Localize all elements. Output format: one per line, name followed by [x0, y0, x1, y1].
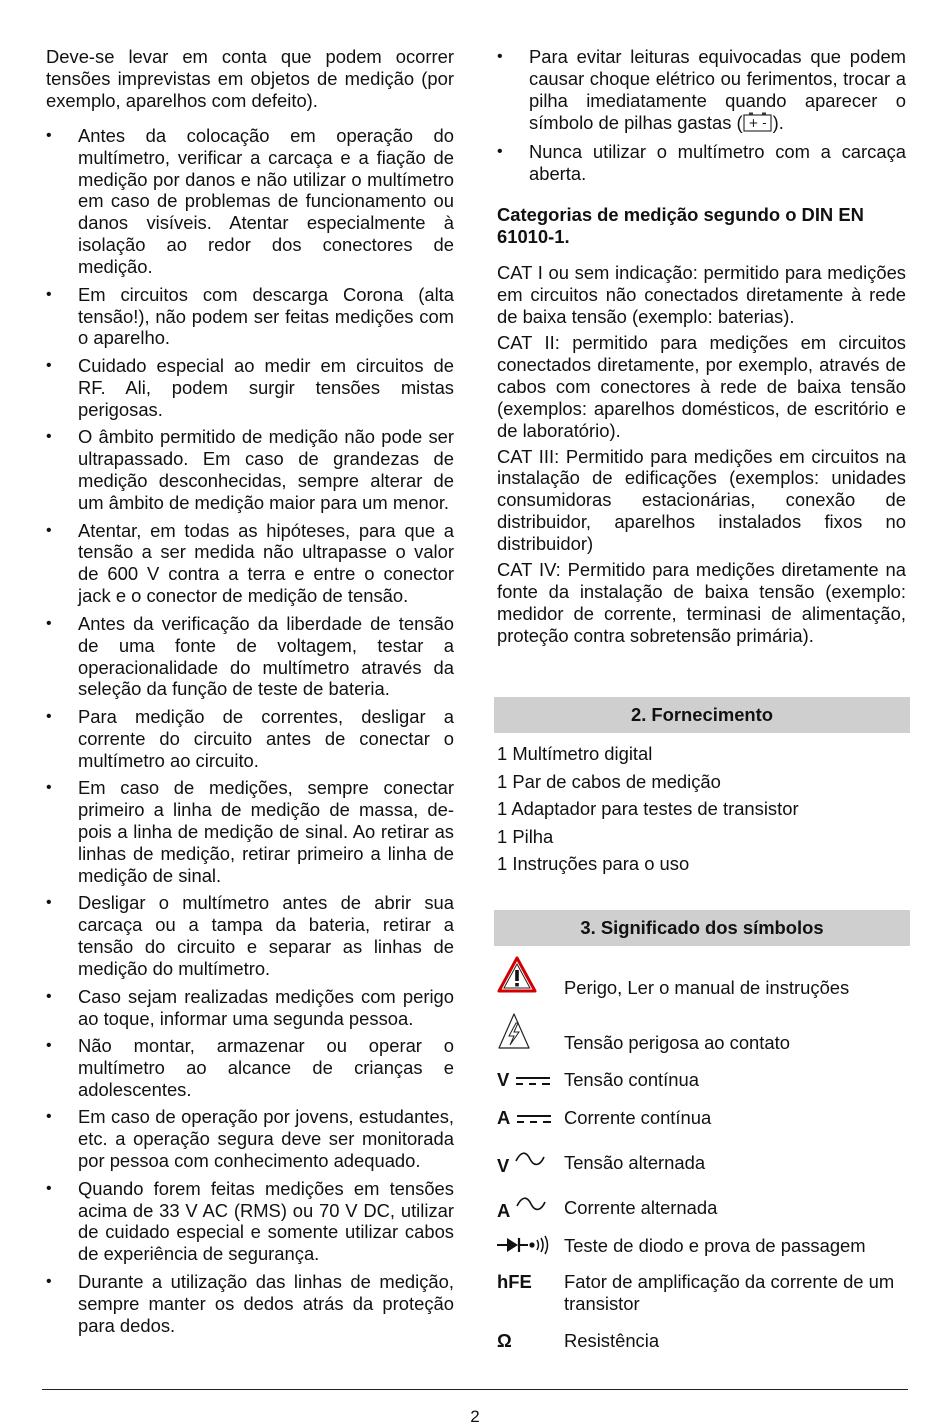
supply-item: 1 Instruções para o uso	[497, 853, 690, 874]
list-item: • Quando forem feitas medições em tensões acima de 33 V AC (RMS) ou 70 V DC, utilizar de cuidado especial e somente utilizar cabos de experiência de segurança.	[46, 1178, 454, 1266]
battery-icon	[743, 112, 773, 137]
dc-current-icon	[497, 1107, 553, 1129]
safety-list	[46, 125, 454, 1337]
supply-item: 1 Multímetro digital	[497, 743, 653, 764]
right-column	[497, 46, 906, 651]
a-letter: A	[497, 1200, 510, 1221]
category-paragraph: CAT I ou sem indicação: permitido para medições em circuitos não conectados diretamente à rede de baixa tensão (exemplo: baterias).	[497, 262, 906, 328]
supply-item: 1 Par de cabos de medição	[497, 770, 721, 792]
supply-list	[497, 743, 906, 881]
battery-warning-end: ).	[772, 111, 784, 133]
ac-voltage-text: Tensão alternada	[564, 1152, 706, 1173]
a-letter: A	[497, 1107, 510, 1128]
v-letter: V	[497, 1069, 510, 1090]
omega-icon: Ω	[497, 1330, 512, 1351]
list-item: • Antes da colocação em operação do multímetro, verificar a carcaça e a fiação de medição por danos e não utilizar o multímetro em caso de problemas de funcionamento ou danos visíveis. Atentar especialmente à isolação ao redor dos conectores de medição.	[46, 125, 454, 278]
left-column	[46, 46, 454, 1342]
lightning-triangle-icon	[497, 1012, 531, 1055]
list-item: • Atentar, em todas as hipóteses, para que a tensão a ser medida não ultrapasse o valor de 600 V contra a terra e entre o conector jack e o conector de medição de tensão.	[46, 520, 454, 608]
list-item: • Cuidado especial ao medir em circuitos de RF. Ali, podem surgir tensões mistas perigosas.	[46, 355, 454, 421]
list-item: • Antes da verificação da liberdade de tensão de uma fonte de voltagem, testar a operacionalidade do multímetro através da seleção da função de teste de bateria.	[46, 613, 454, 701]
symbols-heading: 3. Significado dos símbolos	[494, 910, 910, 946]
footer-divider	[42, 1389, 908, 1390]
list-item: • Nunca utilizar o multímetro com a carcaça aberta.	[497, 141, 906, 185]
dc-voltage-icon	[497, 1069, 552, 1091]
safety-list-continued	[497, 46, 906, 184]
supply-heading: 2. Fornecimento	[494, 697, 910, 733]
category-paragraph: CAT IV: Permitido para medições diretamente na fonte da instalação de baixa tensão (exemplo: medidor de corrente, terminasi de alimentação, proteção contra sobretensão primária).	[497, 559, 906, 646]
categories-heading: Categorias de medição segundo o DIN EN 61010-1.	[497, 204, 864, 248]
danger-text: Perigo, Ler o manual de instruções	[564, 977, 850, 998]
list-item: • Em caso de medições, sempre conectar primeiro a linha de medição de massa, de-pois a linha de medição de sinal. Ao retirar as linhas de medição, retirar primeiro a linha de medição de sinal.	[46, 777, 454, 887]
warning-triangle-icon	[497, 955, 537, 1000]
diode-text: Teste de diodo e prova de passagem	[564, 1235, 866, 1256]
page-number: 2	[470, 1407, 480, 1426]
ac-current-text: Corrente alternada	[564, 1197, 718, 1218]
category-paragraph: CAT II: permitido para medições em circuitos conectados diretamente, por exemplo, através de cabos com conectores à rede de baixa tensão (exemplos: aparelhos domésticos, de escritório e de laboratório).	[497, 331, 906, 441]
supply-item: 1 Pilha	[497, 825, 554, 847]
category-paragraph: CAT III: Permitido para medições em circuitos na instalação de edificações (exemplos: unidades consumidoras estacionárias, conexão de distribuidor, aparelhos instalados fixos no distribuidor)	[497, 445, 906, 555]
hazardous-voltage-text: Tensão perigosa ao contato	[564, 1032, 790, 1053]
list-item: • Para medição de correntes, desligar a corrente do circuito antes de conectar o multímetro ao circuito.	[46, 706, 454, 772]
hfe-text: Fator de amplificação da corrente de um transistor	[564, 1271, 895, 1314]
battery-warning-text: Para evitar leituras equivocadas que podem causar choque elétrico ou ferimentos, trocar a pilha imediatamente quando aparecer o símbolo de pilhas gastas (	[529, 46, 906, 133]
list-item: • Caso sejam realizadas medições com perigo ao toque, informar uma segunda pessoa.	[46, 986, 454, 1030]
intro-paragraph: Deve-se levar em conta que podem ocorrer tensões imprevistas em objetos de medição (por exemplo, aparelhos com defeito).	[46, 46, 454, 111]
list-item	[497, 46, 906, 137]
dc-current-text: Corrente contínua	[564, 1107, 712, 1128]
list-item: • O âmbito permitido de medição não pode ser ultrapassado. Em caso de grandezas de medição desconhecidas, sempre alterar de um âmbito de medição maior para um menor.	[46, 426, 454, 514]
ac-current-icon	[497, 1197, 547, 1222]
list-item: • Desligar o multímetro antes de abrir sua carcaça ou a tampa da bateria, retirar a tensão do circuito e separar as linhas de medição do multímetro.	[46, 892, 454, 980]
list-item: • Em caso de operação por jovens, estudantes, etc. a operação segura deve ser monitorada por pessoa com conhecimento adequado.	[46, 1106, 454, 1172]
list-item: • Não montar, armazenar ou operar o multímetro ao alcance de crianças e adolescentes.	[46, 1035, 454, 1101]
list-item: • Durante a utilização das linhas de medição, sempre manter os dedos atrás da proteção para dedos.	[46, 1271, 454, 1337]
list-item: • Em circuitos com descarga Corona (alta tensão!), não podem ser feitas medições com o aparelho.	[46, 284, 454, 350]
dc-voltage-text: Tensão contínua	[564, 1069, 699, 1090]
battery-symbol-text: + -	[748, 115, 767, 130]
hfe-label: hFE	[497, 1271, 532, 1292]
v-letter: V	[497, 1155, 510, 1176]
diode-continuity-icon	[497, 1235, 553, 1260]
ac-voltage-icon	[497, 1152, 546, 1177]
resistance-text: Resistência	[564, 1330, 660, 1351]
supply-item: 1 Adaptador para testes de transistor	[497, 798, 799, 819]
